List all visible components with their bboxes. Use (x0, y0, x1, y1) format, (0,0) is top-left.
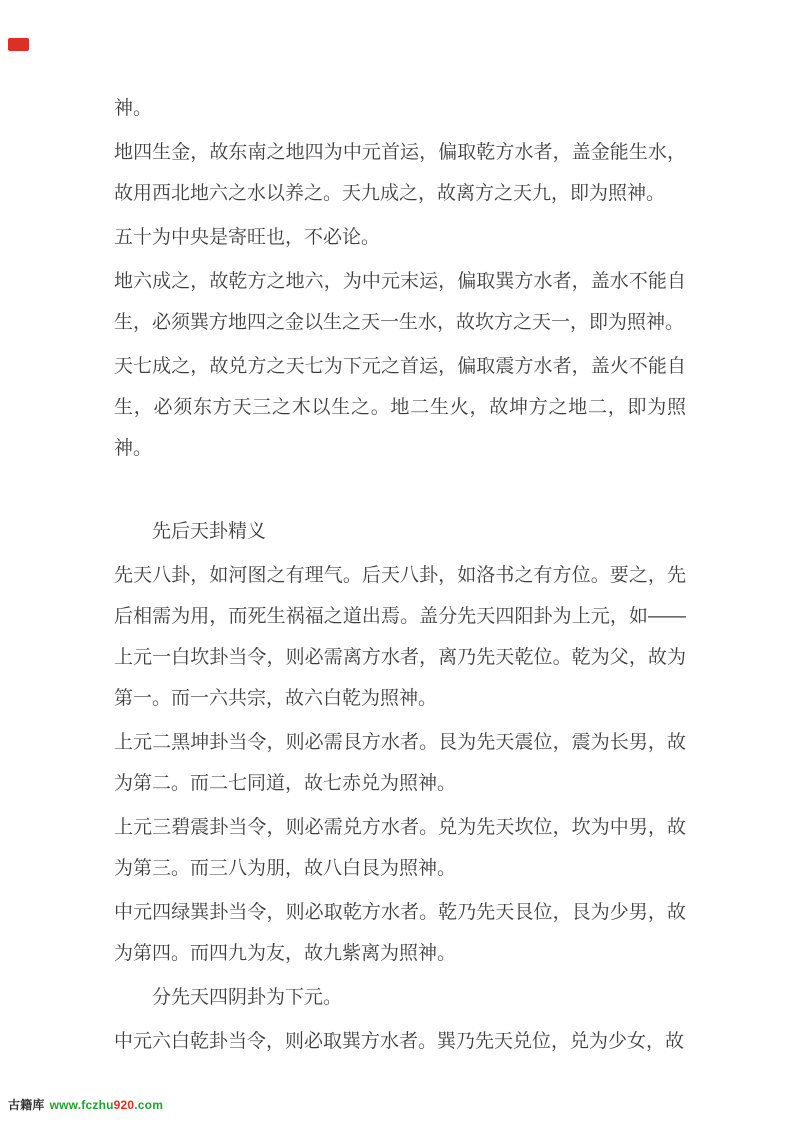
paragraph: 神。 (114, 98, 153, 119)
watermark (8, 1096, 163, 1113)
paragraph: 中元六白乾卦当令，则必取巽方水者。巽乃先天兑位，兑为少女，故 (114, 1031, 685, 1052)
paragraph: 五十为中央是寄旺也，不必论。 (114, 227, 381, 248)
section-heading: 先后天卦精义 (152, 521, 267, 542)
paragraph: 地四生金，故东南之地四为中元首运，偏取乾方水者，盖金能生水，故用西北地六之水以养之。天九成之，故离方之天九，即为照神。 (114, 142, 686, 204)
paragraph-indented: 分先天四阴卦为下元。 (152, 987, 343, 1008)
red-stamp (8, 38, 29, 51)
paragraph: 上元三碧震卦当令，则必需兑方水者。兑为先天坎位，坎为中男，故为第三。而三八为朋，故八白艮为照神。 (114, 817, 686, 879)
paragraph: 先天八卦，如河图之有理气。后天八卦，如洛书之有方位。要之，先后相需为用，而死生祸福之道出焉。盖分先天四阳卦为上元，如——上元一白坎卦当令，则必需离方水者，离乃先天乾位。乾为父，故为第一。而一六共宗，故六白乾为照神。 (114, 565, 686, 709)
watermark-url-suffix: .com (134, 1098, 164, 1112)
watermark-url-prefix: www.fczhu (49, 1098, 114, 1112)
paragraph: 天七成之，故兑方之天七为下元之首运，偏取震方水者，盖火不能自生，必须东方天三之木以生之。地二生火，故坤方之地二，即为照神。 (114, 356, 686, 459)
watermark-url-highlight: 920 (113, 1098, 135, 1112)
paragraph: 地六成之，故乾方之地六，为中元末运，偏取巽方水者，盖水不能自生，必须巽方地四之金以生之天一生水，故坎方之天一，即为照神。 (114, 271, 686, 333)
document-page (114, 88, 686, 1065)
paragraph: 上元二黑坤卦当令，则必需艮方水者。艮为先天震位，震为长男，故为第二。而二七同道，故七赤兑为照神。 (114, 732, 686, 794)
watermark-site-name: 古籍库 (8, 1098, 45, 1112)
paragraph: 中元四绿巽卦当令，则必取乾方水者。乾乃先天艮位，艮为少男，故为第四。而四九为友，故九紫离为照神。 (114, 902, 686, 964)
